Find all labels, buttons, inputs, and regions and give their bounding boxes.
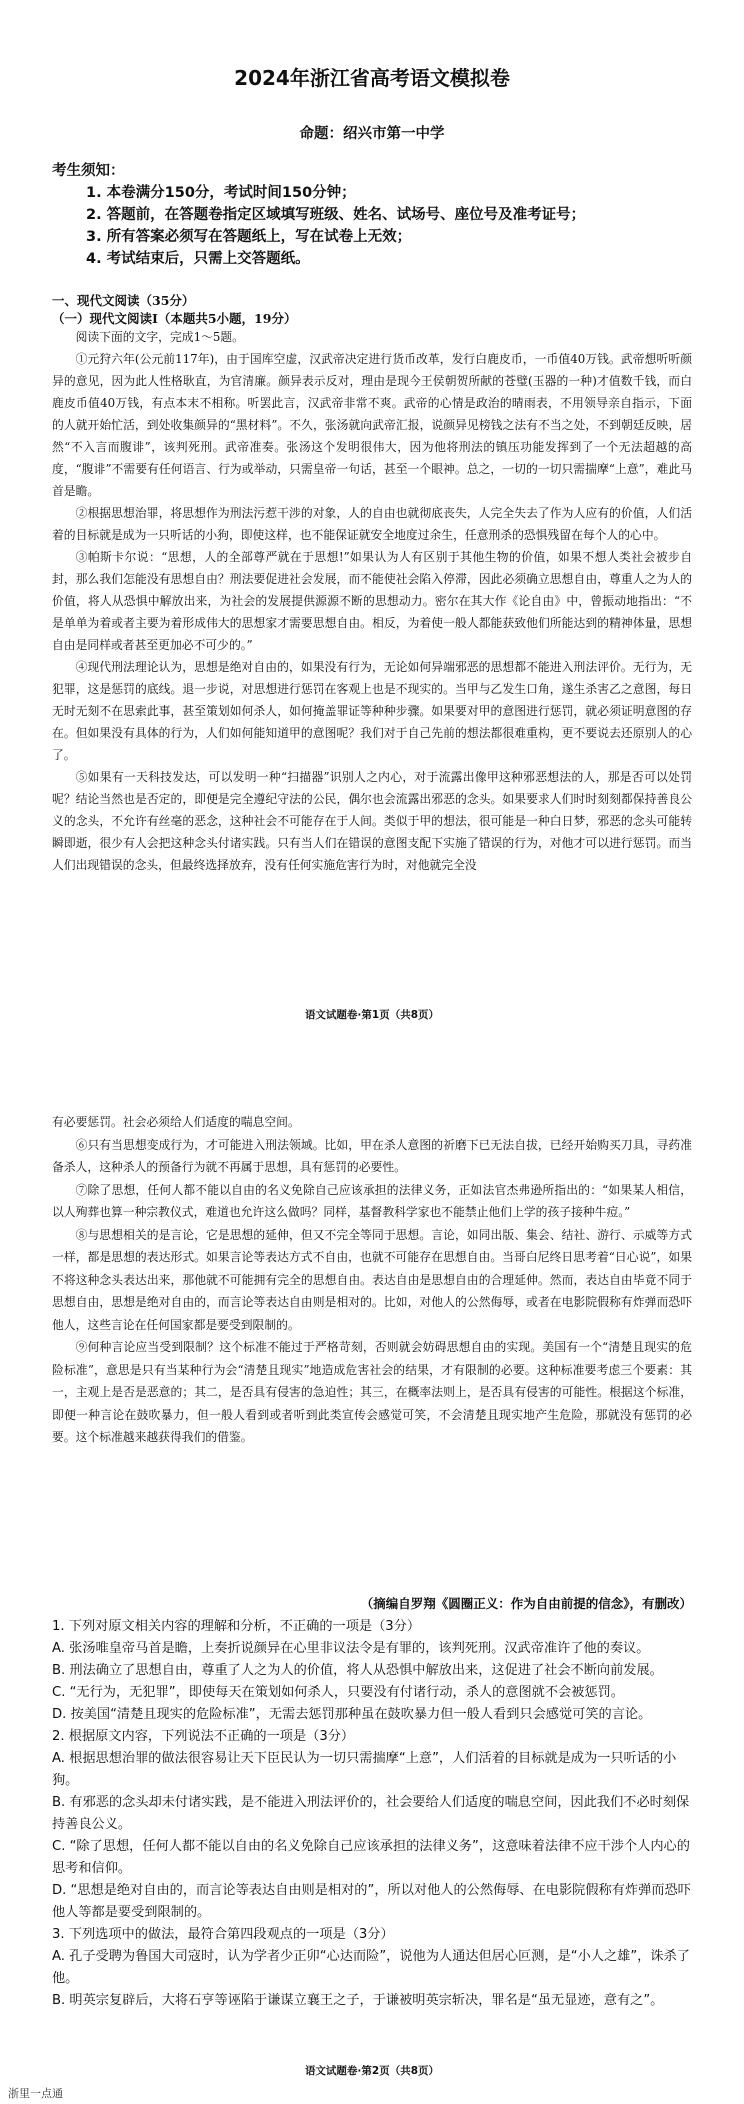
exam-notice <box>52 160 692 270</box>
question-option: A. 孔子受聘为鲁国大司寇时，认为学者少正卯“心达而险”，说他为人通达但居心叵测，是“小人之雄”，诛杀了他。 <box>52 1949 690 1986</box>
notice-item: 4. 考试结束后，只需上交答题纸。 <box>86 251 310 267</box>
question-option: D. “思想是绝对自由的，而言论等表达自由则是相对的”，所以对他人的公然侮辱、在电影院假称有炸弹而恐吓他人等都是要受到限制的。 <box>52 1883 691 1920</box>
question-option: C. “除了思想，任何人都不能以自由的名义免除自己应该承担的法律义务”，这意味着法律不应干涉个人内心的思考和信仰。 <box>52 1839 690 1876</box>
instruction: 阅读下面的文字，完成1～5题。 <box>75 330 244 344</box>
page-footer: 语文试题卷·第2页（共8页） <box>304 2065 440 2077</box>
question-option: A. 张汤唯皇帝马首是瞻，上奏折说颜异在心里非议法令是有罪的，该判死刑。汉武帝准许了他的奏议。 <box>52 1641 650 1656</box>
section-subheading: （一）现代文阅读Ⅰ（本题共5小题，19分） <box>52 311 297 326</box>
passage-paragraph: ⑥只有当思想变成行为，才可能进入刑法领域。比如，甲在杀人意图的祈磨下已无法自拔，已经开始购买刀具，寻药准备杀人，这种杀人的预备行为就不再属于思想，具有惩罚的必要性。 <box>52 1137 692 1174</box>
section-heading: 一、现代文阅读（35分） <box>52 293 195 308</box>
question-option: B. 刑法确立了思想自由，尊重了人之为人的价值，将人从恐惧中解放出来，这促进了社会不断向前发展。 <box>52 1663 663 1678</box>
question-list <box>52 1616 692 2012</box>
passage-paragraph: ①元狩六年(公元前117年)，由于国库空虚，汉武帝决定进行货币改革，发行白鹿皮币，一币值40万钱。武帝想听听颜异的意见，因为此人性格耿直，为官清廉。颜异表示反对，理由是现今王侯朝贺所献的苍璧(玉器的一种)才值数千钱，而白鹿皮币值40万钱，有点本末不相称。听罢此言，汉武帝非常不爽。武帝的心情是政治的晴雨表，不用领导亲自指示，下面的人就开始忙活，到处收集颜异的“黑材料”。不久，张汤就向武帝汇报，说颜异见榜钱之法有不当之处，不到朝廷反映，居然“不入言而腹诽”，该判死刑。武帝准奏。张汤这个发明很伟大，因为他将刑法的镇压功能发挥到了一个无法超越的高度，“腹诽”不需要有任何语言、行为或举动，只需皇帝一句话，甚至一个眼神。总之，一切的一切只需揣摩“上意”，难此马首是瞻。 <box>52 352 692 498</box>
question-option: A. 根据思想治罪的做法很容易让天下臣民认为一切只需揣摩“上意”，人们活着的目标就是成为一只听话的小狗。 <box>52 1751 677 1788</box>
passage-paragraph: ④现代刑法理论认为，思想是绝对自由的，如果没有行为，无论如何异端邪恶的思想都不能进入刑法评价。无行为，无犯罪，这是惩罚的底线。退一步说，对思想进行惩罚在客观上也是不现实的。当甲与乙发生口角，遂生杀害乙之意图，每日无时无刻不在思索此事，甚至策划如何杀人，如何掩盖罪证等种种步骤。如果要对甲的意图进行惩罚，就必须证明意图的存在。但如果没有具体的行为，人们如何能知道甲的意图呢？我们对于自己先前的想法都很难重构，更不要说去还原别人的心了。 <box>52 660 692 762</box>
exam-author: 命题：绍兴市第一中学 <box>299 126 445 142</box>
notice-item: 3. 所有答案必须写在答题纸上，写在试卷上无效； <box>86 229 412 245</box>
passage-paragraph: ⑦除了思想，任何人都不能以自由的名义免除自己应该承担的法律义务，正如法官杰弗逊所指出的：“如果某人相信，以人殉葬也算一种宗教仪式，难道也允许这么做吗？同样，基督教科学家也不能禁止他们上学的孩子接种牛痘。” <box>52 1182 692 1219</box>
passage-paragraph: ⑤如果有一天科技发达，可以发明一种“扫描器”识别人之内心，对于流露出像甲这种邪恶想法的人，那是否可以处罚呢？结论当然也是否定的，即便是完全遵纪守法的公民，偶尔也会流露出邪恶的念头。如果要求人们时时刻刻都保持善良公义的念头，不允许有丝毫的恶念，这种社会不可能存在于人间。类似于甲的想法，很可能是一种白日梦，邪恶的念头可能转瞬即逝，很少有人会把这种念头付诸实践。只有当人们在错误的意图支配下实施了错误的行为，对他才可以进行惩罚。而当人们出现错误的念头，但最终选择放弃，没有任何实施危害行为时，对他就完全没 <box>52 770 692 872</box>
question-stem: 1. 下列对原文相关内容的理解和分析，不正确的一项是（3分） <box>52 1619 421 1634</box>
passage-paragraph: ②根据思想治罪，将思想作为刑法污惹干涉的对象，人的自由也就彻底丧失，人完全失去了作为人应有的价值，人们活着的目标就是成为一只听话的小狗，即使这样，也不能保证就安全地度过余生，任意刑杀的恐惧残留在每个人的心中。 <box>52 506 692 542</box>
watermark: 浙里一点通 <box>8 2087 63 2100</box>
notice-heading: 考生须知： <box>52 163 125 179</box>
passage-page-1 <box>52 326 692 876</box>
notice-item: 1. 本卷满分150分，考试时间150分钟； <box>86 185 356 201</box>
question-stem: 2. 根据原文内容，下列说法不正确的一项是（3分） <box>52 1729 355 1744</box>
passage-paragraph: 有必要惩罚。社会必须给人们适度的喘息空间。 <box>52 1115 300 1129</box>
question-stem: 3. 下列选项中的做法，最符合第四段观点的一项是（3分） <box>52 1927 394 1942</box>
exam-title: 2024年浙江省高考语文模拟卷 <box>234 66 510 90</box>
notice-item: 2. 答题前，在答题卷指定区域填写班级、姓名、试场号、座位号及准考证号； <box>86 207 586 223</box>
passage-paragraph: ⑨何种言论应当受到限制？这个标准不能过于严格苛刻，否则就会妨碍思想自由的实现。美国有一个“清楚且现实的危险标准”，意思是只有当某种行为会“清楚且现实”地造成危害社会的结果，才有限制的必要。这种标准要考虑三个要素：其一，主观上是否是恶意的；其二，是否具有侵害的急迫性；其三，在概率法则上，是否具有侵害的可能性。根据这个标准，即便一种言论在鼓吹暴力，但一般人看到或者听到此类宣传会感觉可笑，不会清楚且现实地产生危险，那就没有惩罚的必要。这个标准越来越获得我们的借鉴。 <box>52 1340 692 1444</box>
question-option: C. “无行为，无犯罪”，即使每天在策划如何杀人，只要没有付诸行动，杀人的意图就不会被惩罚。 <box>52 1685 624 1700</box>
passage-page-2 <box>52 1111 692 1449</box>
source-citation: （摘编自罗翔《圆圈正义：作为自由前提的信念》，有删改） <box>360 1596 692 1611</box>
passage-paragraph: ⑧与思想相关的是言论，它是思想的延伸，但又不完全等同于思想。言论，如同出版、集会、结社、游行、示威等方式一样，都是思想的表达形式。如果言论等表达方式不自由，也就不可能存在思想自由。当哥白尼终日思考着“日心说”，如果不将这种念头表达出来，那他就不可能拥有完全的思想自由。表达自由是思想自由的合理延伸。然而，表达自由毕竟不同于思想自由，思想是绝对自由的，而言论等表达自由则是相对的。比如，对他人的公然侮辱，或者在电影院假称有炸弹而恐吓他人，这些言论在任何国家都是要受到限制的。 <box>52 1227 692 1332</box>
page-footer: 语文试题卷·第1页（共8页） <box>304 1009 440 1021</box>
question-option: B. 有邪恶的念头却未付诸实践，是不能进入刑法评价的，社会要给人们适度的喘息空间，因此我们不必时刻保持善良公义。 <box>52 1795 690 1832</box>
question-option: D. 按美国“清楚且现实的危险标准”，无需去惩罚那种虽在鼓吹暴力但一般人看到只会感觉可笑的言论。 <box>52 1707 652 1722</box>
passage-paragraph: ③帕斯卡尔说：“思想，人的全部尊严就在于思想!”如果认为人有区别于其他生物的价值，如果不想人类社会被步自封，那么我们怎能没有思想自由？刑法要促进社会发展，而不能使社会陷入停滞，因此必须确立思想自由，尊重人之为人的价值，将人从恐惧中解放出来，为社会的发展提供源源不断的思想动力。密尔在其大作《论自由》中，曾振动地指出：“不是单单为着或者主要为着形成伟大的思想家才需要思想自由。相反，为着使一般人都能获致他们所能达到的精神体量，思想自由是同样或者甚至更加必不可少的。” <box>52 550 692 652</box>
question-option: B. 明英宗复辟后，大将石亨等诬陷于谦谋立襄王之子，于谦被明英宗斩决，罪名是“虽无显迹，意有之”。 <box>52 1993 664 2008</box>
